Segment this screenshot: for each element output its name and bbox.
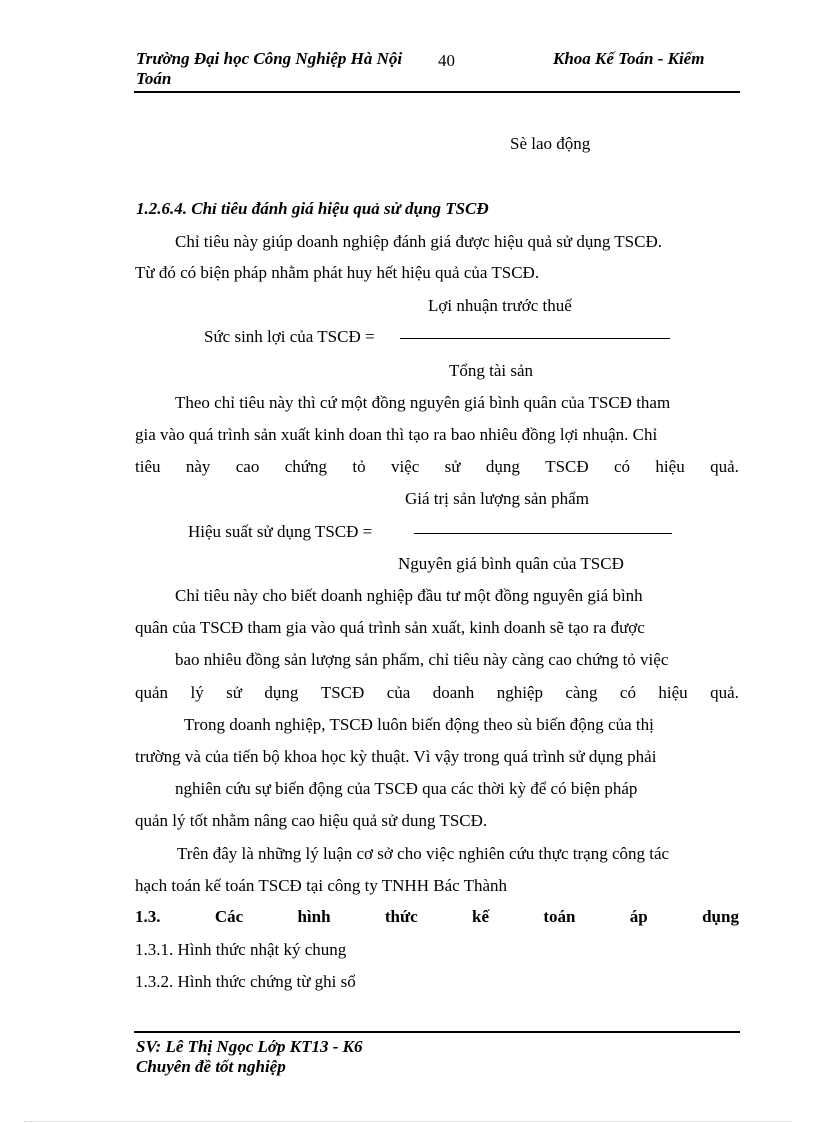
word: nghiệp <box>496 683 543 702</box>
formula2-denominator: Nguyên giá bình quân của TSCĐ <box>398 554 624 573</box>
para3-line-1: Chỉ tiêu này cho biết doanh nghiệp đầu tư một đồng nguyên giá bình <box>175 586 643 605</box>
word: sử <box>444 457 461 476</box>
para4-line-2: trường và của tiến bộ khoa học kỳ thuật. Vì vậy trong quá trình sử dụng phải <box>135 747 657 766</box>
intro-line-1: Chỉ tiêu này giúp doanh nghiệp đánh giá được hiệu quả sử dụng TSCĐ. <box>175 232 662 251</box>
word: hiệu <box>658 683 688 702</box>
word: hình <box>297 907 331 926</box>
word: 1.3. <box>135 907 161 926</box>
para2-line-3 <box>135 457 739 477</box>
word: dụng <box>264 683 299 702</box>
word: hiệu <box>655 457 685 476</box>
item-1-3-2: 1.3.2. Hình thức chứng từ ghi sổ <box>135 972 356 991</box>
word: quả. <box>710 683 739 702</box>
word: Các <box>214 907 244 926</box>
formula2-numerator: Giá trị sản lượng sản phẩm <box>405 489 589 508</box>
word: sử <box>226 683 242 702</box>
para2-line-1: Theo chỉ tiêu này thì cứ một đồng nguyên giá bình quân của TSCĐ tham <box>175 393 671 412</box>
word: lý <box>190 683 204 702</box>
item-1-3-1: 1.3.1. Hình thức nhật ký chung <box>135 940 347 959</box>
word: này <box>185 457 211 476</box>
para4-line-1: Trong doanh nghiệp, TSCĐ luôn biến động theo sù biến động của thị <box>184 715 654 734</box>
word: áp <box>629 907 648 926</box>
word: tỏ <box>352 457 366 476</box>
word: dụng <box>702 907 739 926</box>
word: tiêu <box>135 457 161 476</box>
header-faculty: Khoa Kế Toán - Kiểm <box>553 49 705 68</box>
footer-rule <box>134 1031 740 1033</box>
footer-topic: Chuyên đề tốt nghiệp <box>136 1057 286 1076</box>
para4-line-3: nghiên cứu sự biến động của TSCĐ qua các thời kỳ để có biện pháp <box>175 779 638 798</box>
word: TSCĐ <box>320 683 365 702</box>
section-title: 1.2.6.4. Chỉ tiêu đánh giá hiệu quả sử dụng TSCĐ <box>136 199 489 218</box>
para2-line-2: gia vào quá trình sản xuất kinh doan thì tạo ra bao nhiêu đồng lợi nhuận. Chỉ <box>135 425 658 444</box>
word: quản <box>135 683 169 702</box>
footer-student: SV: Lê Thị Ngọc Lớp KT13 - K6 <box>136 1037 363 1056</box>
para5-line-2: hạch toán kế toán TSCĐ tại công ty TNHH Bác Thành <box>135 876 508 895</box>
formula2-lhs: Hiệu suất sử dụng TSCĐ = <box>188 522 373 541</box>
header-page-number: 40 <box>438 51 455 70</box>
para5-line-1: Trên đây là những lý luận cơ sở cho việc nghiên cứu thực trạng công tác <box>177 844 670 863</box>
word: có <box>614 457 631 476</box>
word: quả. <box>710 457 739 476</box>
header-school-continued: Toán <box>136 69 172 88</box>
para3-line-4 <box>135 683 739 703</box>
word: của <box>386 683 411 702</box>
formula2-fraction-line <box>414 533 672 534</box>
word: càng <box>565 683 598 702</box>
formula1-lhs: Sức sinh lợi của TSCĐ = <box>204 327 375 346</box>
word: việc <box>390 457 420 476</box>
formula1-numerator: Lợi nhuận trước thuế <box>428 296 572 315</box>
word: có <box>619 683 636 702</box>
word: TSCĐ <box>545 457 589 476</box>
word: thức <box>384 907 418 926</box>
word: doanh <box>432 683 475 702</box>
word: dụng <box>485 457 520 476</box>
word: chứng <box>284 457 327 476</box>
word: kế <box>472 907 490 926</box>
word: cao <box>235 457 260 476</box>
para3-line-2: quân của TSCĐ tham gia vào quá trình sản xuất, kinh doanh sẽ tạo ra được <box>135 618 645 637</box>
intro-line-2: Từ đó có biện pháp nhằm phát huy hết hiệu quả của TSCĐ. <box>135 263 540 282</box>
formula1-denominator: Tổng tài sản <box>449 361 534 380</box>
page-edge-dotted-line <box>24 1121 792 1122</box>
header-school: Trường Đại học Công Nghiệp Hà Nội <box>136 49 403 68</box>
para3-line-3: bao nhiêu đồng sản lượng sản phẩm, chỉ tiêu này càng cao chứng tỏ việc <box>175 650 669 669</box>
section-1-3-heading <box>135 907 739 927</box>
formula1-fraction-line <box>400 338 670 339</box>
top-fragment: Sè lao động <box>510 134 591 153</box>
word: toán <box>543 907 576 926</box>
para4-line-4: quản lý tốt nhằm nâng cao hiệu quả sử dung TSCĐ. <box>135 811 488 830</box>
header-rule <box>134 91 740 93</box>
